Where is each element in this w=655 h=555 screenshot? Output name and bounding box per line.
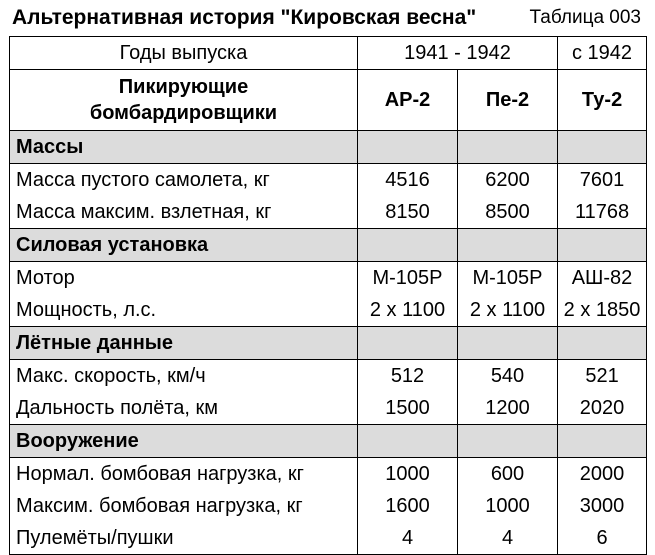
row-label: Мощность, л.с.: [10, 294, 358, 327]
cell-value: М-105Р: [358, 262, 458, 295]
table-row: [10, 392, 647, 425]
row-label: Макс. скорость, км/ч: [10, 360, 358, 393]
cell-value: АШ-82: [558, 262, 647, 295]
cell-value: 2000: [558, 458, 647, 491]
cell-value: 512: [358, 360, 458, 393]
row-label: Мотор: [10, 262, 358, 295]
table-row: [10, 522, 647, 555]
cell-value: 6200: [458, 164, 558, 197]
document-title: Альтернативная история "Кировская весна": [12, 6, 477, 29]
table-row: [10, 490, 647, 522]
table-row: [10, 294, 647, 327]
cell-value: 2 х 1100: [358, 294, 458, 327]
table-row: [10, 262, 647, 295]
years-row: [10, 37, 647, 70]
section-row: [10, 229, 647, 262]
cell-value: 540: [458, 360, 558, 393]
table-row: [10, 360, 647, 393]
years-group-2: с 1942: [558, 37, 647, 70]
table-row: [10, 458, 647, 491]
section-name: Силовая установка: [10, 229, 358, 262]
cell-value: 6: [558, 522, 647, 555]
header-row: [10, 70, 647, 131]
cell-value: 8500: [458, 196, 558, 229]
cell-value: 4: [358, 522, 458, 555]
title-bar: [0, 0, 655, 36]
cell-value: 4516: [358, 164, 458, 197]
cell-value: 2020: [558, 392, 647, 425]
row-label: Пулемёты/пушки: [10, 522, 358, 555]
years-group-1: 1941 - 1942: [358, 37, 558, 70]
section-row: [10, 131, 647, 164]
row-label: Максим. бомбовая нагрузка, кг: [10, 490, 358, 522]
category-label-line-2: бомбардировщики: [89, 102, 278, 124]
category-label: [10, 70, 358, 131]
cell-value: 600: [458, 458, 558, 491]
model-tu-2: Ту-2: [558, 70, 647, 131]
section-row: [10, 327, 647, 360]
model-ar-2: АР-2: [358, 70, 458, 131]
cell-value: 1600: [358, 490, 458, 522]
cell-value: 1500: [358, 392, 458, 425]
cell-value: 1000: [458, 490, 558, 522]
section-name: Массы: [10, 131, 358, 164]
cell-value: 7601: [558, 164, 647, 197]
cell-value: 1200: [458, 392, 558, 425]
section-row: [10, 425, 647, 458]
section-name: Вооружение: [10, 425, 358, 458]
row-label: Масса максим. взлетная, кг: [10, 196, 358, 229]
cell-value: 4: [458, 522, 558, 555]
cell-value: 2 х 1850: [558, 294, 647, 327]
cell-value: 2 х 1100: [458, 294, 558, 327]
model-pe-2: Пе-2: [458, 70, 558, 131]
section-name: Лётные данные: [10, 327, 358, 360]
cell-value: М-105Р: [458, 262, 558, 295]
cell-value: 521: [558, 360, 647, 393]
row-label: Нормал. бомбовая нагрузка, кг: [10, 458, 358, 491]
table-row: [10, 164, 647, 197]
category-label-line-1: Пикирующие: [118, 76, 249, 98]
cell-value: 11768: [558, 196, 647, 229]
cell-value: 1000: [358, 458, 458, 491]
cell-value: 8150: [358, 196, 458, 229]
cell-value: 3000: [558, 490, 647, 522]
row-label: Масса пустого самолета, кг: [10, 164, 358, 197]
table-number: Таблица 003: [529, 7, 641, 28]
spec-table: [9, 36, 647, 555]
table-row: [10, 196, 647, 229]
row-label: Дальность полёта, км: [10, 392, 358, 425]
years-label: Годы выпуска: [10, 37, 358, 70]
